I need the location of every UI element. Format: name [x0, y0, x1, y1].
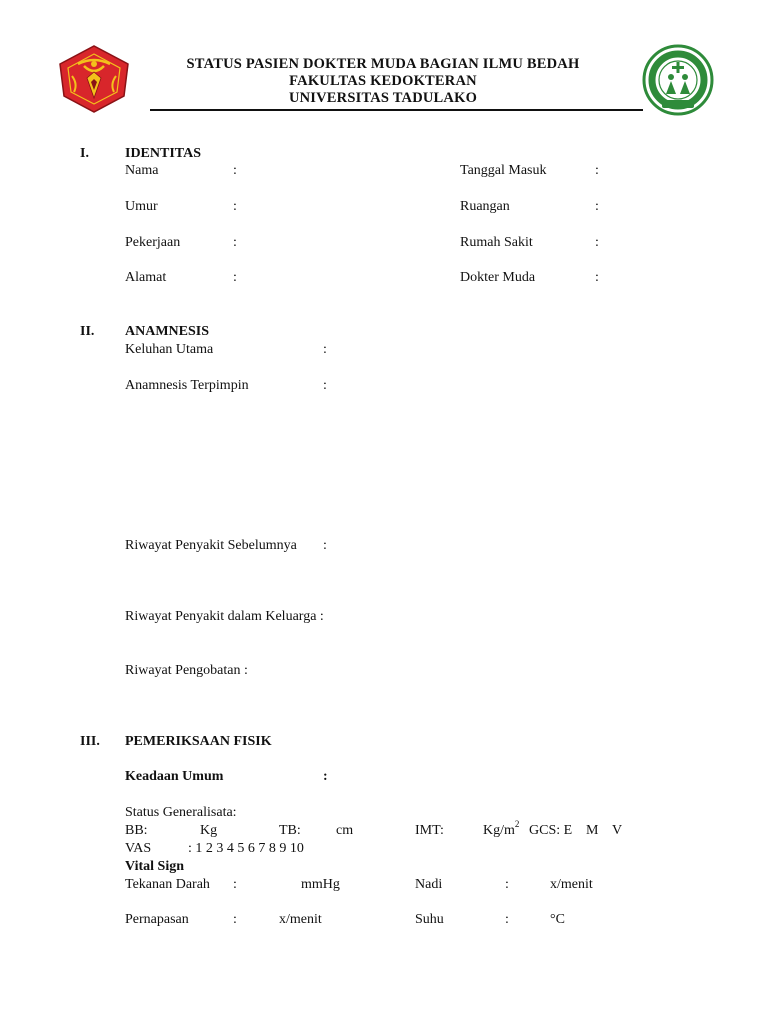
field-colon: :: [595, 163, 599, 178]
field-colon: :: [595, 270, 599, 285]
unit-cm: cm: [336, 823, 354, 838]
field-colon: :: [323, 538, 327, 553]
field-label-suhu: Suhu: [415, 912, 444, 927]
hospital-emblem-icon: [642, 44, 714, 116]
field-label-ruangan: Ruangan: [460, 199, 510, 214]
header-divider: [150, 109, 643, 111]
field-colon: :: [323, 769, 328, 784]
field-label-pernapasan: Pernapasan: [125, 912, 189, 927]
field-colon: :: [233, 235, 237, 250]
field-label-riwayat-pengobatan: Riwayat Pengobatan :: [125, 663, 248, 678]
field-label-tekanan-darah: Tekanan Darah: [125, 877, 210, 892]
field-label-keluhan-utama: Keluhan Utama: [125, 342, 214, 357]
section-number: I.: [80, 146, 89, 161]
unit-mmhg: mmHg: [301, 877, 340, 892]
field-colon: :: [505, 877, 509, 892]
field-colon: :: [233, 163, 237, 178]
field-colon: :: [595, 199, 599, 214]
field-label-riwayat-penyakit-keluarga: Riwayat Penyakit dalam Keluarga :: [125, 609, 324, 624]
header-title-line1: STATUS PASIEN DOKTER MUDA BAGIAN ILMU BEDAH: [186, 56, 580, 72]
field-colon: :: [323, 378, 327, 393]
field-label-nadi: Nadi: [415, 877, 443, 892]
field-colon: :: [233, 270, 237, 285]
field-label-umur: Umur: [125, 199, 158, 214]
field-label-imt: IMT:: [415, 823, 444, 838]
section-title-identitas: IDENTITAS: [125, 146, 201, 161]
unit-x-menit: x/menit: [550, 877, 593, 892]
header-title-line2: FAKULTAS KEDOKTERAN: [289, 73, 477, 89]
section-title-pemeriksaan-fisik: PEMERIKSAAN FISIK: [125, 734, 272, 749]
field-label-tanggal-masuk: Tanggal Masuk: [460, 163, 547, 178]
gcs-m: M: [586, 823, 599, 838]
field-colon: :: [323, 342, 327, 357]
field-colon: :: [595, 235, 599, 250]
field-label-alamat: Alamat: [125, 270, 167, 285]
university-emblem-icon: [54, 42, 134, 116]
field-label-pekerjaan: Pekerjaan: [125, 235, 181, 250]
unit-kgm2: $Kg/m^2$: [483, 819, 520, 838]
field-label-gcs: GCS: E: [529, 823, 573, 838]
field-label-anamnesis-terpimpin: Anamnesis Terpimpin: [125, 378, 249, 393]
field-label-keadaan-umum: Keadaan Umum: [125, 769, 224, 784]
header-title-line3: UNIVERSITAS TADULAKO: [288, 90, 478, 106]
section-number: II.: [80, 324, 95, 339]
vas-scale: : 1 2 3 4 5 6 7 8 9 10: [188, 841, 304, 856]
field-label-riwayat-penyakit-sebelumnya: Riwayat Penyakit Sebelumnya: [125, 538, 297, 553]
field-colon: :: [505, 912, 509, 927]
field-label-status-generalisata: Status Generalisata:: [125, 805, 237, 820]
subheading-vital-sign: Vital Sign: [125, 859, 184, 874]
unit-kg: Kg: [200, 823, 218, 838]
gcs-v: V: [612, 823, 623, 838]
field-label-rumah-sakit: Rumah Sakit: [460, 235, 533, 250]
field-colon: :: [233, 877, 237, 892]
field-label-nama: Nama: [125, 163, 159, 178]
field-label-vas: VAS: [125, 841, 152, 856]
unit-x-menit: x/menit: [279, 912, 322, 927]
field-label-tb: TB:: [279, 823, 301, 838]
field-colon: :: [233, 199, 237, 214]
unit-celsius: °C: [550, 912, 565, 927]
section-number: III.: [80, 734, 100, 749]
section-title-anamnesis: ANAMNESIS: [125, 324, 210, 339]
field-colon: :: [233, 912, 237, 927]
field-label-dokter-muda: Dokter Muda: [460, 270, 536, 285]
field-label-bb: BB:: [125, 823, 148, 838]
